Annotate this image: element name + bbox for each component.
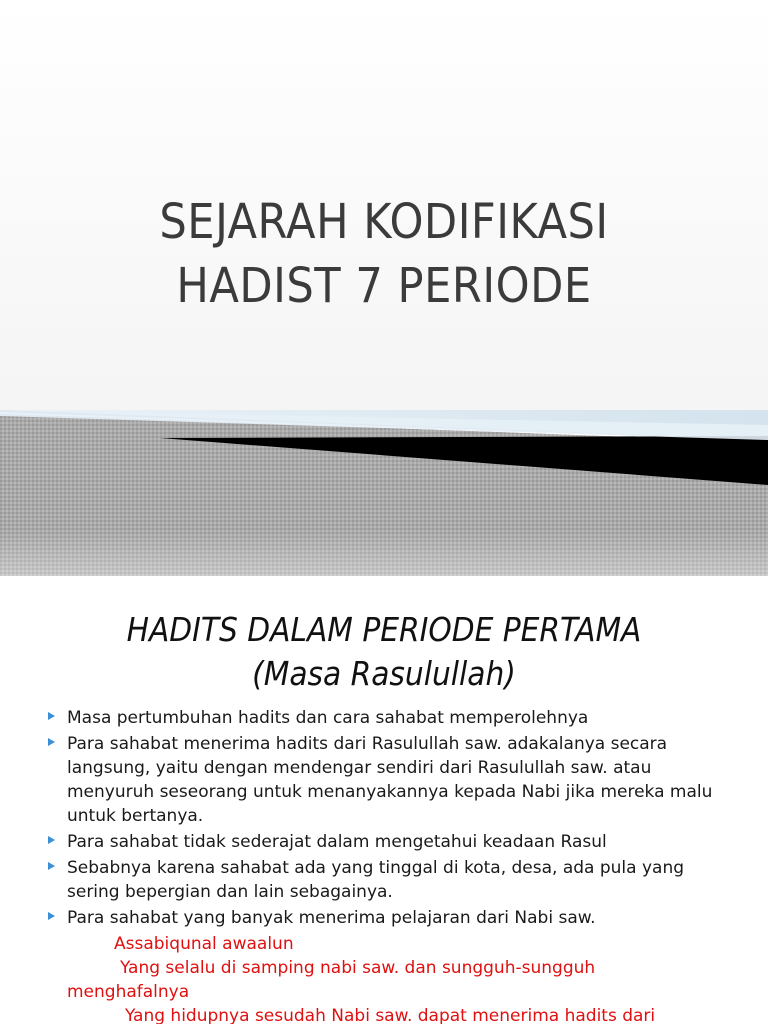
bullet-list [48, 706, 738, 1024]
content-slide [0, 576, 768, 1024]
red-subitem [48, 956, 738, 1004]
slide-title-line-1: SEJARAH KODIFIKASI [159, 194, 609, 250]
list-item [48, 732, 738, 828]
bullet-text: Para sahabat yang banyak menerima pelajaran dari Nabi saw. [67, 908, 596, 928]
bullet-arrow-icon [48, 862, 55, 870]
section-heading-line-2: (Masa Rasulullah) [252, 654, 516, 693]
red-subitem: Yang hidupnya sesudah Nabi saw. dapat menerima hadits dari [125, 1006, 656, 1024]
slide-title [0, 190, 768, 318]
list-item [48, 706, 738, 730]
red-subitem-continuation: menghafalnya [67, 982, 190, 1002]
list-item [48, 830, 738, 854]
bullet-arrow-icon [48, 738, 55, 746]
bullet-arrow-icon [48, 912, 55, 920]
list-item [48, 906, 738, 930]
bullet-text: Para sahabat tidak sederajat dalam mengetahui keadaan Rasul [67, 832, 607, 852]
bullet-text: Sebabnya karena sahabat ada yang tinggal di kota, desa, ada pula yang sering bepergian dan lain sebagainya. [67, 858, 685, 902]
slide-title-line-2: HADIST 7 PERIODE [176, 258, 592, 314]
list-item [48, 856, 738, 904]
section-heading-line-1: HADITS DALAM PERIODE PERTAMA [126, 610, 642, 649]
bullet-arrow-icon [48, 712, 55, 720]
red-subitem-text: Yang selalu di samping nabi saw. dan sungguh-sungguh [120, 958, 596, 978]
red-subitem: Assabiqunal awaalun [114, 934, 294, 954]
decorative-band-graphic [0, 380, 768, 576]
bullet-text: Masa pertumbuhan hadits dan cara sahabat memperolehnya [67, 708, 589, 728]
bullet-text: Para sahabat menerima hadits dari Rasulullah saw. adakalanya secara langsung, yaitu dengan mendengar sendiri dari Rasulullah saw. atau menyuruh seseorang untuk menanyakannya kepada Nabi jika mereka malu untuk bertanya. [67, 734, 713, 826]
bullet-arrow-icon [48, 836, 55, 844]
